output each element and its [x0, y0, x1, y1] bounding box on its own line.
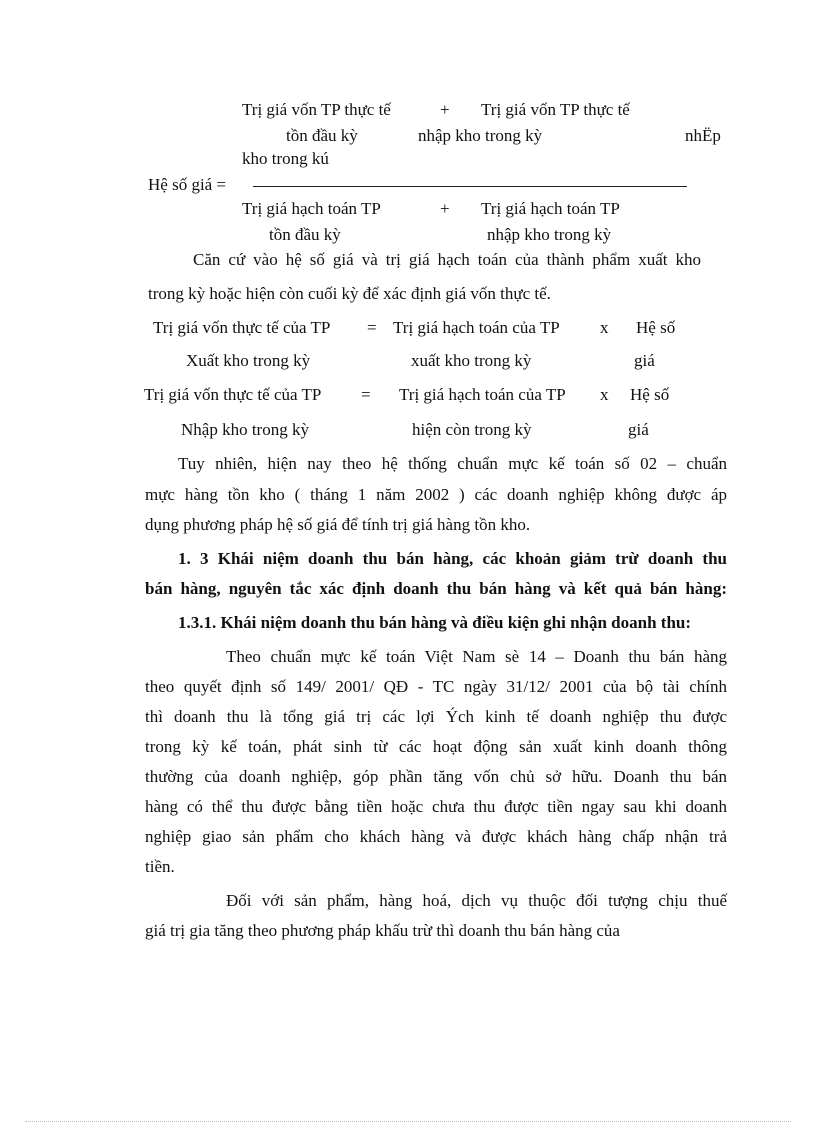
formula-middle-line1: Trị giá hạch toán của TP [399, 385, 566, 404]
stray-text-2: kho trong kú [242, 149, 329, 168]
numerator-left-line1: Trị giá vốn TP thực tế [242, 100, 391, 119]
paragraph-line: nghiệp giao sản phẩm cho khách hàng và được khách hàng chấp nhận trả [145, 827, 727, 846]
formula-middle-line2: xuất kho trong kỳ [411, 351, 532, 370]
formula-left-line1: Trị giá vốn thực tế của TP [144, 385, 322, 404]
denominator-plus: + [440, 199, 450, 218]
paragraph-line: thường của doanh nghiệp, góp phần tăng vốn chủ sở hữu. Doanh thu bán [145, 767, 727, 786]
numerator-right-line2: nhập kho trong kỳ [418, 126, 543, 145]
formula-right-line2: giá [628, 420, 649, 439]
numerator-right-line1: Trị giá vốn TP thực tế [481, 100, 630, 119]
coefficient-label: Hệ số giá = [148, 175, 227, 194]
paragraph-line: mực hàng tồn kho ( tháng 1 năm 2002 ) các doanh nghiệp không được áp [145, 485, 727, 504]
formula-middle-line1: Trị giá hạch toán của TP [393, 318, 560, 337]
paragraph-line: tiền. [145, 857, 175, 876]
formula-middle-line2: hiện còn trong kỳ [412, 420, 532, 439]
paragraph-line: trong kỳ kế toán, phát sinh từ các hoạt động sản xuất kinh doanh thông [145, 737, 727, 756]
formula-equals: = [361, 385, 371, 404]
fraction-line [253, 186, 687, 187]
denominator-right-line2: nhập kho trong kỳ [487, 225, 612, 244]
formula-right-line2: giá [634, 351, 655, 370]
paragraph-line: giá trị gia tăng theo phương pháp khấu trừ thì doanh thu bán hàng của [145, 921, 620, 940]
subsection-heading: 1.3.1. Khái niệm doanh thu bán hàng và điều kiện ghi nhận doanh thu: [178, 613, 692, 632]
denominator-right-line1: Trị giá hạch toán TP [481, 199, 620, 218]
formula-left-line2: Nhập kho trong kỳ [181, 420, 309, 439]
paragraph-line: dụng phương pháp hệ số giá để tính trị giá hàng tồn kho. [145, 515, 531, 534]
formula-right-line1: Hệ số [630, 385, 670, 404]
formula-left-line2: Xuất kho trong kỳ [186, 351, 311, 370]
paragraph-line: theo quyết định số 149/ 2001/ QĐ - TC ngày 31/12/ 2001 của bộ tài chính [145, 677, 727, 696]
paragraph-line: Căn cứ vào hệ số giá và trị giá hạch toán của thành phẩm xuất kho [193, 250, 701, 269]
formula-right-line1: Hệ số [636, 318, 676, 337]
heading-line: bán hàng, nguyên tắc xác định doanh thu bán hàng và kết quả bán hàng: [145, 579, 727, 598]
formula-times: x [600, 318, 609, 337]
formula-times: x [600, 385, 609, 404]
paragraph-line: Theo chuẩn mực kế toán Việt Nam sè 14 – Doanh thu bán hàng [226, 647, 727, 666]
heading-line: 1. 3 Khái niệm doanh thu bán hàng, các khoản giảm trừ doanh thu [178, 549, 727, 568]
denominator-left-line2: tồn đầu kỳ [269, 225, 341, 244]
paragraph-line: thì doanh thu là tổng giá trị các lợi Ých kinh tế doanh nghiệp thu được [145, 707, 727, 726]
numerator-plus: + [440, 100, 450, 119]
stray-text-1: nhËp [685, 126, 721, 145]
page-bottom-border [25, 1121, 791, 1122]
numerator-left-line2: tồn đầu kỳ [286, 126, 358, 145]
paragraph-line: hàng có thể thu được bằng tiền hoặc chưa thu được tiền ngay sau khi doanh [145, 797, 727, 816]
formula-left-line1: Trị giá vốn thực tế của TP [153, 318, 331, 337]
paragraph-line: trong kỳ hoặc hiện còn cuối kỳ để xác định giá vốn thực tế. [148, 284, 551, 303]
denominator-left-line1: Trị giá hạch toán TP [242, 199, 381, 218]
formula-equals: = [367, 318, 377, 337]
paragraph-line: Đối với sản phẩm, hàng hoá, dịch vụ thuộc đối tượng chịu thuế [226, 891, 727, 910]
paragraph-line: Tuy nhiên, hiện nay theo hệ thống chuẩn mực kế toán số 02 – chuẩn [178, 454, 727, 473]
